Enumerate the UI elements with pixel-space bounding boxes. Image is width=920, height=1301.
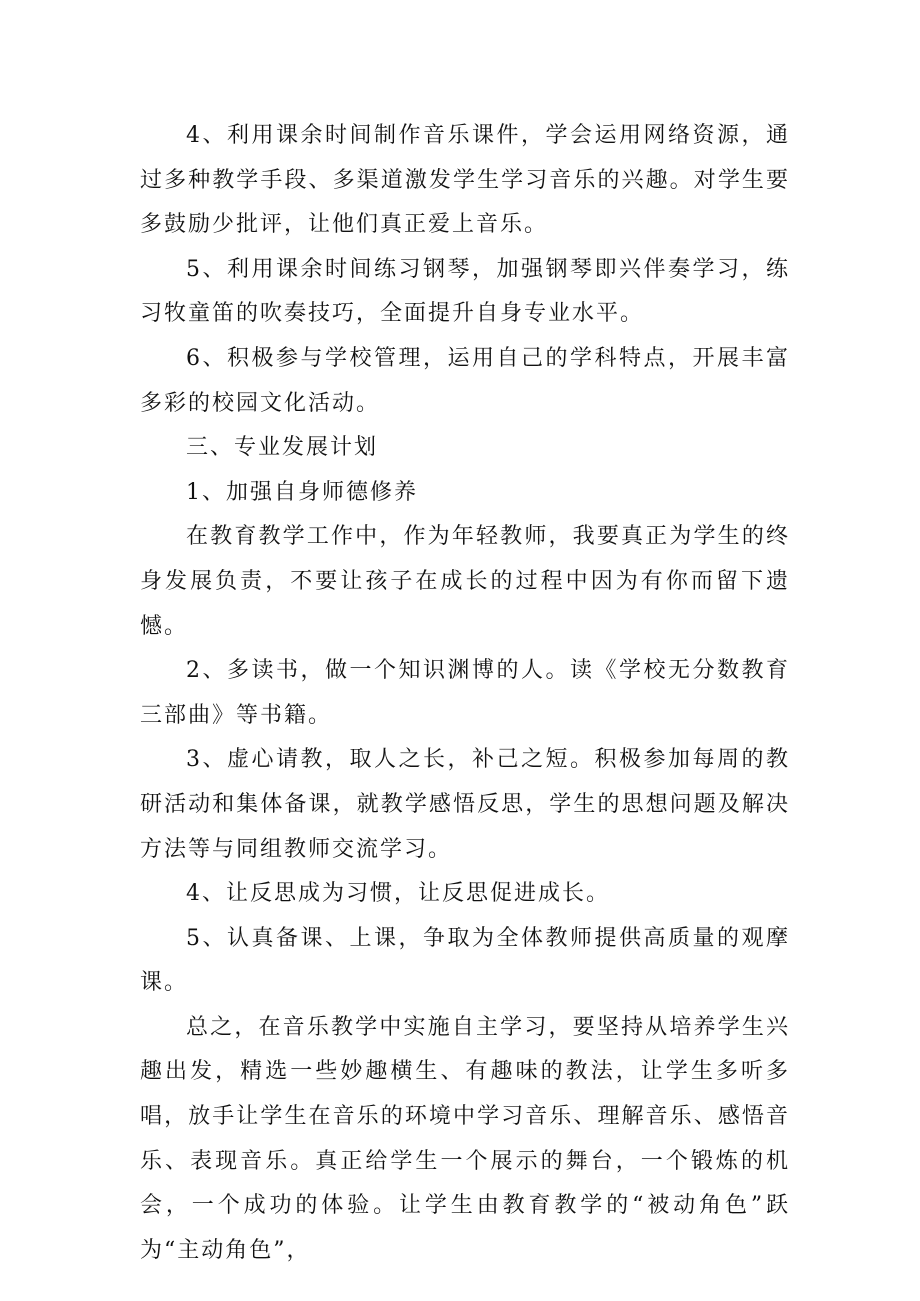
subheading-teacher-ethics: 1、加强自身师德修养 (186, 479, 418, 505)
paragraph-piano-practice: 5、利用课余时间练习钢琴，加强钢琴即兴伴奏学习，练习牧童笛的吹奏技巧，全面提升自身专业水平。 (140, 256, 790, 327)
section-heading-professional-development: 三、专业发展计划 (186, 435, 379, 461)
paragraph-school-management: 6、积极参与学校管理，运用自己的学科特点，开展丰富多彩的校园文化活动。 (140, 345, 790, 416)
document-body (140, 114, 790, 1273)
paragraph-lesson-prep: 5、认真备课、上课，争取为全体教师提供高质量的观摩课。 (140, 925, 790, 996)
paragraph-reading: 2、多读书，做一个知识渊博的人。读《学校无分数教育三部曲》等书籍。 (140, 658, 790, 728)
paragraph-teacher-responsibility: 在教育教学工作中，作为年轻教师，我要真正为学生的终身发展负责，不要让孩子在成长的过程中因为有你而留下遗憾。 (140, 524, 790, 639)
paragraph-reflection: 4、让反思成为习惯，让反思促进成长。 (186, 881, 610, 907)
paragraph-learn-from-others: 3、虚心请教，取人之长，补己之短。积极参加每周的教研活动和集体备课，就教学感悟反思，学生的思想问题及解决方法等与同组教师交流学习。 (140, 747, 790, 862)
paragraph-courseware: 4、利用课余时间制作音乐课件，学会运用网络资源，通过多种教学手段、多渠道激发学生学习音乐的兴趣。对学生要多鼓励少批评，让他们真正爱上音乐。 (140, 123, 790, 238)
paragraph-conclusion: 总之，在音乐教学中实施自主学习，要坚持从培养学生兴趣出发，精选一些妙趣横生、有趣味的教法，让学生多听多唱，放手让学生在音乐的环境中学习音乐、理解音乐、感悟音乐、表现音乐。真正给学生一个展示的舞台，一个锻炼的机会，一个成功的体验。让学生由教育教学的“被动角色”跃为“主动角色”， (140, 1014, 790, 1263)
